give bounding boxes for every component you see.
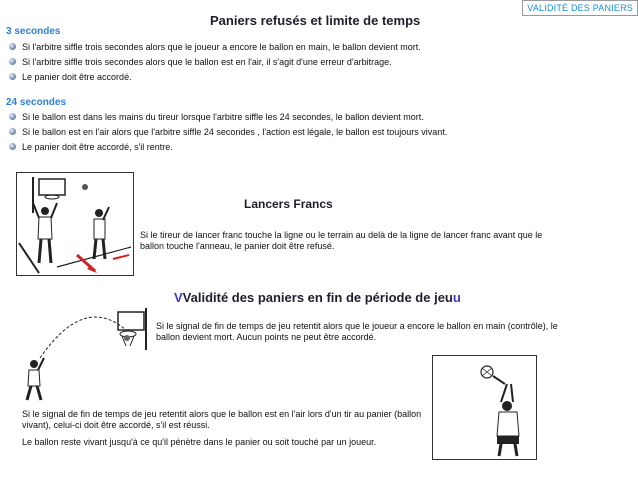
heading-accent-letter: u	[452, 290, 461, 305]
end-period-heading-text: Validité des paniers en fin de période de jeu	[182, 290, 453, 305]
list-item	[6, 56, 421, 71]
list-item-text: Le panier doit être accordé, s'il rentre.	[22, 142, 173, 152]
bullet-icon	[9, 128, 16, 135]
free-throw-illustration	[16, 172, 134, 276]
shooter-drawing	[433, 356, 536, 459]
bullet-icon	[9, 43, 16, 50]
end-period-text-1	[156, 321, 558, 343]
end-period-text-line: ballon devient mort. Aucun points ne peut être accordé.	[156, 332, 377, 342]
last-shot-illustration	[14, 300, 148, 402]
free-throws-text	[140, 230, 542, 252]
list-3-secondes	[6, 41, 421, 86]
list-24-secondes	[6, 111, 447, 156]
list-item-text: Si le ballon est dans les mains du tireur lorsque l'arbitre siffle les 24 secondes, le ballon devient mort.	[22, 112, 424, 122]
free-throws-text-line: ballon touche l'anneau, le panier doit être refusé.	[140, 241, 335, 251]
bullet-icon	[9, 143, 16, 150]
end-period-text-2	[22, 409, 421, 431]
last-shot-drawing	[14, 300, 148, 402]
free-throw-drawing	[17, 173, 133, 275]
list-item	[6, 141, 447, 156]
list-item	[6, 71, 421, 86]
end-period-text-line: Si le signal de fin de temps de jeu retentit alors que le ballon est en l'air lors d'un tir au panier (ballon	[22, 409, 422, 419]
end-period-text-3: Le ballon reste vivant jusqu'à ce qu'il pénètre dans le panier ou soit touché par un joueur.	[22, 437, 377, 447]
bullet-icon	[9, 113, 16, 120]
shooter-illustration	[432, 355, 537, 460]
list-item-text: Si le ballon est en l'air alors que l'arbitre siffle 24 secondes , l'action est légale, le ballon est toujours vivant.	[22, 127, 448, 137]
free-throws-heading: Lancers Francs	[244, 197, 333, 211]
list-item	[6, 111, 447, 126]
page-title: Paniers refusés et limite de temps	[210, 13, 421, 28]
end-period-text-line: vivant), celui-ci doit être accordé, s'il est réussi.	[22, 420, 210, 430]
section-heading-24-secondes: 24 secondes	[6, 97, 67, 108]
list-item-text: Si l'arbitre siffle trois secondes alors que le joueur a encore le ballon en main, le ballon devient mort.	[22, 42, 421, 52]
bullet-icon	[9, 73, 16, 80]
heading-accent-letter: V	[174, 290, 183, 305]
list-item-text: Si l'arbitre siffle trois secondes alors que le ballon est en l'air, il s'agit d'une erreur d'arbitrage.	[22, 57, 392, 67]
list-item-text: Le panier doit être accordé.	[22, 72, 132, 82]
bullet-icon	[9, 58, 16, 65]
list-item	[6, 41, 421, 56]
free-throws-text-line: Si le tireur de lancer franc touche la ligne ou le terrain au delà de la ligne de lancer franc avant que le	[140, 230, 543, 240]
slide-badge: VALIDITÉ DES PANIERS	[522, 0, 638, 16]
end-period-heading	[174, 290, 461, 305]
end-period-text-line: Si le signal de fin de temps de jeu retentit alors que le joueur a encore le ballon en main (contrôle), le	[156, 321, 558, 331]
list-item	[6, 126, 447, 141]
section-heading-3-secondes: 3 secondes	[6, 26, 61, 37]
